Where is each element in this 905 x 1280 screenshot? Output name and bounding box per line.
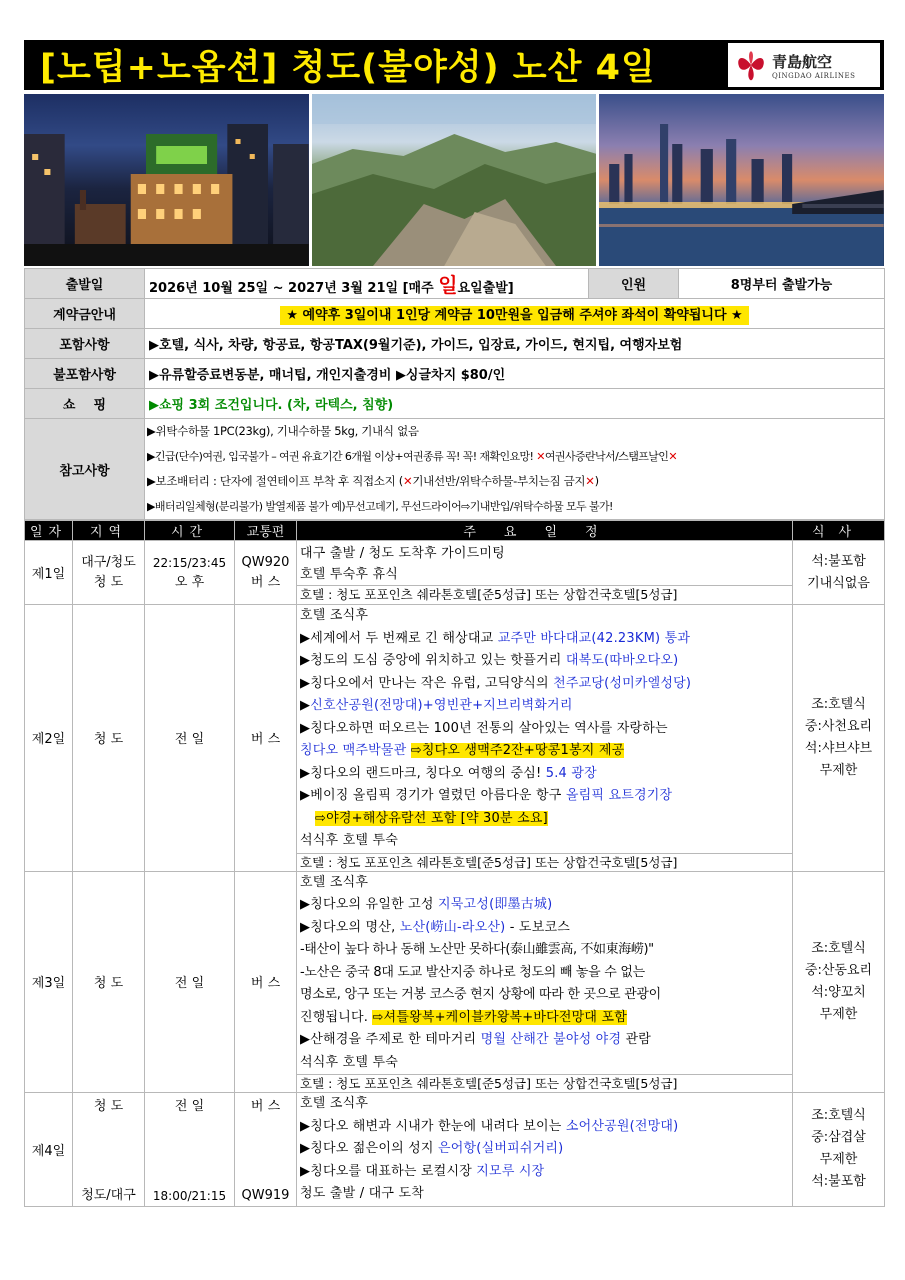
day1-hotel: 호텔 : 청도 포포인츠 쉐라톤호텔[준5성급] 또는 상합건국호텔[5성급] xyxy=(297,585,792,603)
day3-hotel: 호텔 : 청도 포포인츠 쉐라톤호텔[준5성급] 또는 상합건국호텔[5성급] xyxy=(297,1074,792,1092)
itinerary-highlight: 지모루 시장 xyxy=(476,1163,545,1179)
day2-transport: 버 스 xyxy=(235,605,297,872)
meal-item: 석:불포함 xyxy=(811,1174,866,1190)
deposit-value-cell xyxy=(145,299,885,329)
itinerary-text: ▶세계에서 두 번째로 긴 해상대교 xyxy=(300,630,498,646)
itinerary-line xyxy=(297,785,792,808)
photo-qingdao-skyline xyxy=(599,94,884,266)
photo-laoshan-mountain xyxy=(312,94,597,266)
header-day: 일자 xyxy=(25,521,73,541)
photo-strip xyxy=(24,94,884,266)
photo-brewery-night xyxy=(24,94,309,266)
schedule-table xyxy=(24,520,885,1207)
itinerary-line: 청도 출발 / 대구 도착 xyxy=(300,1186,424,1201)
itinerary-line: -노산은 중국 8대 도교 발산지중 하나로 청도의 빼 놓을 수 없는 xyxy=(300,964,645,980)
itinerary-included: ⇨칭다오 생맥주2잔+땅콩1봉지 제공 xyxy=(410,743,625,758)
ref-line-passport xyxy=(147,444,882,469)
ref-battery-ban: 기내선반/위탁수하물-부치는짐 금지 xyxy=(412,474,586,488)
itinerary-text: ▶칭다오의 유일한 고성 xyxy=(300,897,439,912)
itinerary-text: ▶ xyxy=(300,698,311,713)
day1-region-cell xyxy=(73,541,145,605)
ref-battery-text: ▶보조배터리 : 단자에 절연테이프 부착 후 직접소지 ( xyxy=(147,474,403,488)
day2-meal xyxy=(793,605,885,872)
itinerary-highlight: 소어산공원(전망대) xyxy=(565,1118,679,1134)
meal-item: 무제한 xyxy=(819,1152,858,1168)
itinerary-highlight: 신호산공원(전망대)+영빈관+지브리벽화거리 xyxy=(310,698,573,713)
people-value: 8명부터 출발가능 xyxy=(679,269,885,299)
day3-itinerary xyxy=(297,871,793,1093)
include-label: 포함사항 xyxy=(25,329,145,359)
itinerary-text: ▶칭다오의 명산, xyxy=(300,919,400,935)
ref-passport-text: ▶긴급(단수)여권, 입국불가 – 여권 유효기간 6개월 이상+여권종류 꼭! 꼭! 재확인요망! xyxy=(147,450,537,463)
itinerary-line: 호텔 조식후 xyxy=(300,874,369,890)
day2-itinerary xyxy=(297,605,793,872)
day4-transport-cell xyxy=(235,1093,297,1207)
day4-flight: QW919 xyxy=(241,1188,290,1204)
deposit-value: ★ 예약후 3일이내 1인당 계약금 10만원을 입금해 주셔야 좌석이 확약됩니다 ★ xyxy=(280,306,748,325)
itinerary-line: -태산이 높다 하나 동해 노산만 못하다(泰山雖雲高, 不如東海崂)" xyxy=(300,942,654,957)
day1-time-cell xyxy=(145,541,235,605)
itinerary-highlight: 5.4 광장 xyxy=(545,765,597,781)
shopping-value: ▶쇼핑 3회 조건입니다. (차, 라텍스, 침향) xyxy=(145,389,885,419)
day2-hotel: 호텔 : 청도 포포인츠 쉐라톤호텔[준5성급] 또는 상합건국호텔[5성급] xyxy=(297,853,792,871)
itinerary-text: ▶산해경을 주제로 한 테마거리 xyxy=(300,1032,481,1047)
itinerary-text: ▶칭다오 젊은이의 성지 xyxy=(300,1141,439,1156)
meal-item: 조:호텔식 xyxy=(811,696,866,712)
day1-flight: QW920 xyxy=(241,554,290,570)
itinerary-line xyxy=(297,894,792,917)
airline-logo xyxy=(728,43,880,87)
itinerary-line xyxy=(297,808,792,831)
departure-value xyxy=(145,269,589,299)
itinerary-text: ▶칭다오를 대표하는 로컬시장 xyxy=(300,1163,477,1179)
itinerary-highlight: 천주교당(성미카엘성당) xyxy=(553,675,692,691)
reference-value xyxy=(145,419,885,520)
header-transport: 교통편 xyxy=(235,521,297,541)
itinerary-line: 석식후 호텔 투숙 xyxy=(300,1054,398,1070)
itinerary-line xyxy=(297,917,792,940)
itinerary-line: ▶칭다오하면 떠오르는 100년 전통의 살아있는 역사를 자랑하는 xyxy=(300,720,668,736)
deposit-label: 계약금안내 xyxy=(25,299,145,329)
departure-range: 2026년 10월 25일 ~ 2027년 3월 21일 [매주 xyxy=(149,281,439,296)
itinerary-line xyxy=(297,740,792,763)
departure-weekday: 일 xyxy=(438,273,458,297)
itinerary-line xyxy=(297,695,792,718)
x-mark-icon: ✕ xyxy=(585,474,595,488)
header-meal: 식사 xyxy=(793,521,885,541)
itinerary-line xyxy=(297,763,792,786)
ref-passport-stamp: 여권사증란낙서/스탬프날인 xyxy=(544,450,669,463)
itinerary-text: ▶베이징 올림픽 경기가 열렸던 아름다운 항구 xyxy=(300,788,566,803)
itinerary-highlight: 칭다오 맥주박물관 xyxy=(300,743,411,758)
day2-region: 청 도 xyxy=(73,605,145,872)
itinerary-line: 호텔 투숙후 휴식 xyxy=(300,566,398,582)
day1-transport-cell xyxy=(235,541,297,605)
day2-time: 전 일 xyxy=(145,605,235,872)
day1-region-top: 대구/청도 xyxy=(81,554,136,570)
day1-label: 제1일 xyxy=(25,541,73,605)
day3-label: 제3일 xyxy=(25,871,73,1093)
day1-time: 오 후 xyxy=(174,574,205,590)
itinerary-highlight: 대복도(따바오다오) xyxy=(565,653,679,668)
ref-battery-close: ) xyxy=(594,474,599,488)
itinerary-line xyxy=(297,1161,792,1184)
meal-item: 석:불포함 xyxy=(811,553,866,569)
meal-item: 중:삼겹살 xyxy=(811,1130,866,1146)
meal-item: 중:산동요리 xyxy=(804,962,873,978)
include-value: ▶호텔, 식사, 차량, 항공료, 항공TAX(9월기준), 가이드, 입장료, 가이드, 현지팁, 여행자보험 xyxy=(145,329,885,359)
departure-suffix: 요일출발] xyxy=(457,281,514,296)
itinerary-page xyxy=(24,40,884,1207)
day4-label: 제4일 xyxy=(25,1093,73,1207)
schedule-header xyxy=(25,521,885,541)
x-mark-icon: ✕ xyxy=(668,450,677,463)
itinerary-line xyxy=(297,1116,792,1139)
ref-line-heating-devices: ▶배터리일체형(분리불가) 발열제품 불가 예)무선고데기, 무선드라이어⇨기내반입/위탁수하물 모두 불가! xyxy=(147,500,613,513)
itinerary-line xyxy=(297,650,792,673)
x-mark-icon: ✕ xyxy=(536,450,545,463)
day4-region-bottom: 청도/대구 xyxy=(81,1188,136,1204)
airline-name-en: QINGDAO AIRLINES xyxy=(772,71,856,80)
itinerary-line xyxy=(297,1138,792,1161)
day3-meal xyxy=(793,871,885,1093)
airline-name-cn: 青島航空 xyxy=(772,52,833,71)
day1-itinerary xyxy=(297,541,793,605)
day1-time-top: 22:15/23:45 xyxy=(152,555,227,570)
schedule-row-day3 xyxy=(25,871,885,1093)
itinerary-highlight: 교주만 바다대교(42.23KM) 통과 xyxy=(497,630,691,646)
schedule-row-day2 xyxy=(25,605,885,872)
itinerary-highlight: 명월 산해간 불야성 야경 xyxy=(480,1032,622,1047)
meal-item: 무제한 xyxy=(819,1006,858,1022)
itinerary-text: 관람 xyxy=(621,1032,652,1047)
day4-itinerary xyxy=(297,1093,793,1207)
schedule-row-day1 xyxy=(25,541,885,605)
itinerary-text: ▶칭다오에서 만나는 작은 유럽, 고딕양식의 xyxy=(300,675,554,691)
qingdao-airlines-logo-icon xyxy=(734,48,768,82)
itinerary-text: - 도보코스 xyxy=(505,919,570,935)
day4-region-cell xyxy=(73,1093,145,1207)
day4-transport: 버 스 xyxy=(250,1099,281,1115)
itinerary-highlight: 은어항(실버피쉬거리) xyxy=(438,1141,564,1156)
itinerary-line: 호텔 조식후 xyxy=(300,608,369,623)
meal-item: 조:호텔식 xyxy=(811,940,866,956)
day3-transport: 버 스 xyxy=(235,871,297,1093)
day4-time: 전 일 xyxy=(174,1099,205,1115)
shopping-label: 쇼 핑 xyxy=(25,389,145,419)
itinerary-highlight: 올림픽 요트경기장 xyxy=(565,788,673,803)
exclude-value: ▶유류할증료변동분, 매너팁, 개인지출경비 ▶싱글차지 $80/인 xyxy=(145,359,885,389)
schedule-row-day4 xyxy=(25,1093,885,1207)
itinerary-line: 대구 출발 / 청도 도착후 가이드미팅 xyxy=(300,545,505,561)
day2-label: 제2일 xyxy=(25,605,73,872)
ref-line-battery xyxy=(147,469,882,494)
meal-item: 중:사천요리 xyxy=(804,718,873,734)
day3-region: 청 도 xyxy=(73,871,145,1093)
itinerary-line: 호텔 조식후 xyxy=(300,1096,369,1111)
itinerary-text: ▶칭다오의 랜드마크, 칭다오 여행의 중심! xyxy=(300,765,546,781)
itinerary-text: ▶청도의 도심 중앙에 위치하고 있는 핫플거리 xyxy=(300,653,566,668)
itinerary-line xyxy=(297,1007,792,1030)
header-time: 시간 xyxy=(145,521,235,541)
day4-time-bottom: 18:00/21:15 xyxy=(152,1189,227,1204)
meal-item: 석:샤브샤브 xyxy=(804,740,873,756)
itinerary-included: ⇨셔틀왕복+케이블카왕복+바다전망대 포함 xyxy=(372,1009,627,1025)
itinerary-line xyxy=(297,1029,792,1052)
day4-region: 청 도 xyxy=(93,1099,124,1115)
itinerary-line: 석식후 호텔 투숙 xyxy=(300,833,398,848)
title-bar xyxy=(24,40,884,90)
itinerary-included: ⇨야경+해상유람선 포함 [약 30분 소요] xyxy=(315,810,548,826)
ref-line-baggage: ▶위탁수하물 1PC(23kg), 기내수하물 5kg, 기내식 없음 xyxy=(147,424,419,438)
day4-time-cell xyxy=(145,1093,235,1207)
info-table xyxy=(24,268,885,520)
exclude-label: 불포함사항 xyxy=(25,359,145,389)
itinerary-highlight: 지묵고성(即墨古城) xyxy=(438,897,553,912)
page-title: [노팁+노옵션] 청도(불야성) 노산 4일 xyxy=(40,48,656,88)
itinerary-line: 명소로, 앙구 또는 거봉 코스중 현지 상황에 따라 한 곳으로 관광이 xyxy=(300,987,661,1002)
reference-label: 참고사항 xyxy=(25,419,145,520)
header-itinerary: 주요일정 xyxy=(297,521,793,541)
x-mark-icon: ✕ xyxy=(402,474,413,488)
itinerary-line xyxy=(297,673,792,696)
day1-region: 청 도 xyxy=(93,574,124,590)
header-region: 지역 xyxy=(73,521,145,541)
people-label: 인원 xyxy=(589,269,679,299)
itinerary-text: 진행됩니다. xyxy=(300,1009,373,1025)
meal-item: 기내식없음 xyxy=(807,575,870,591)
day3-time: 전 일 xyxy=(145,871,235,1093)
meal-item: 무제한 xyxy=(819,762,858,778)
itinerary-text: ▶칭다오 해변과 시내가 한눈에 내려다 보이는 xyxy=(300,1118,566,1134)
meal-item: 조:호텔식 xyxy=(811,1108,866,1124)
meal-item: 석:양꼬치 xyxy=(811,984,866,1000)
departure-label: 출발일 xyxy=(25,269,145,299)
itinerary-line xyxy=(297,628,792,651)
itinerary-highlight: 노산(崂山-라오산) xyxy=(399,919,506,935)
day1-transport: 버 스 xyxy=(250,574,281,590)
day4-meal xyxy=(793,1093,885,1207)
day1-meal xyxy=(793,541,885,605)
